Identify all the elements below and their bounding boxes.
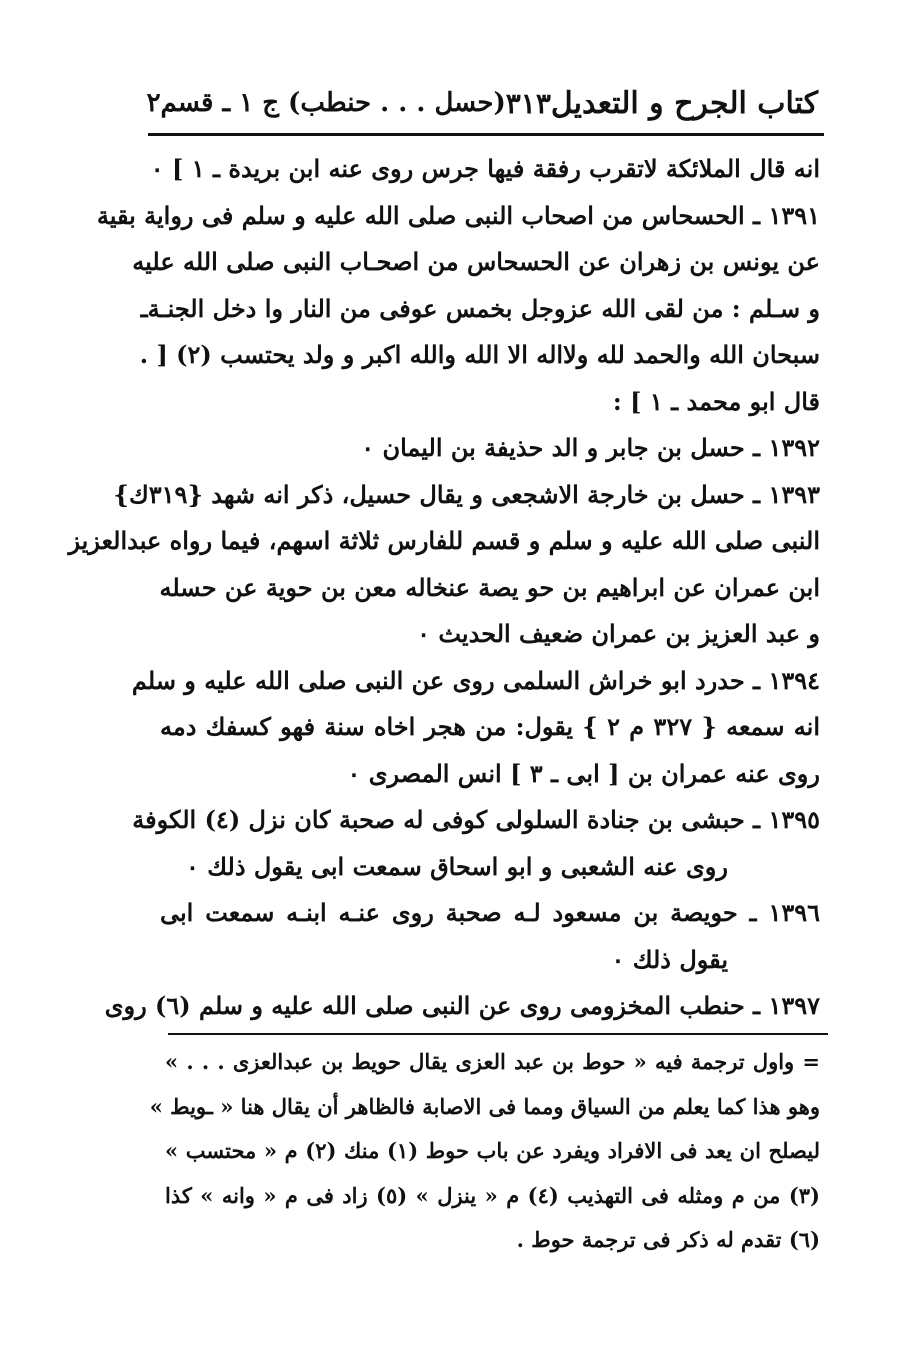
book-title: كتاب الجرح و التعديل bbox=[550, 85, 818, 121]
text-line: و سـلم : من لقى الله عزوجل بخمس عوفى من النار وا دخل الجنـةـ bbox=[140, 293, 820, 323]
text-line: قال ابو محمد ـ ١ ] : bbox=[612, 386, 820, 416]
main-text bbox=[68, 146, 821, 1030]
text-line: ١٣٩٤ ـ حدرد ابو خراش السلمى روى عن النبى صلى الله عليه و سلم bbox=[131, 665, 820, 695]
text-line: ١٣٩٣ ـ حسل بن خارجة الاشجعى و يقال حسيل، ذكر انه شهد {٣١٩ك} bbox=[113, 479, 820, 509]
footnote-line: (٣) من م ومثله فى التهذيب (٤) م « ينزل » (٥) زاد فى م « وانه » كذا bbox=[165, 1182, 820, 1208]
text-line: سبحان الله والحمد لله ولااله الا الله والله اكبر و ولد يحتسب (٢) [ . bbox=[139, 340, 820, 369]
text-line: النبى صلى الله عليه و سلم و قسم للفارس ثلاثة اسهم، فيما رواه عبدالعزيز bbox=[68, 526, 820, 555]
text-line: ابن عمران عن ابراهيم بن حو يصة عنخاله معن بن حوية عن حسله bbox=[159, 572, 820, 602]
text-line: انه قال الملائكة لاتقرب رفقة فيها جرس روى عنه ابن بريدة ـ ١ ] ٠ bbox=[150, 154, 820, 183]
footnotes bbox=[149, 1040, 820, 1263]
footnote-line: ليصلح ان يعد فى الافراد ويفرد عن باب حوط (١) منك (٢) م « محتسب » bbox=[165, 1138, 820, 1163]
text-line: روى عنه عمران بن [ ابى ـ ٣ ] انس المصرى ٠ bbox=[347, 758, 820, 788]
text-line: ١٣٩٢ ـ حسل بن جابر و الد حذيفة بن اليمان ٠ bbox=[361, 433, 820, 462]
text-line: ١٣٩٦ ـ حويصة بن مسعود لـه صحبة روى عنـه ابنـه سمعت ابى bbox=[160, 898, 821, 927]
running-header bbox=[146, 78, 818, 128]
page-number: ٣١٣ bbox=[505, 86, 551, 120]
footnote-line: (٦) تقدم له ذكر فى ترجمة حوط . bbox=[516, 1227, 820, 1252]
header-divider bbox=[148, 133, 824, 136]
text-line: انه سمعه { ٣٢٧ م ٢ } يقول: من هجر اخاه سنة فهو كسفك دمه bbox=[160, 712, 820, 741]
footnote-line: وهو هذا كما يعلم من السياق ومما فى الاصابة فالظاهر أن يقال هنا « ـويط » bbox=[149, 1093, 820, 1119]
text-line: عن يونس بن زهران عن الحسحاس من اصحـاب النبى صلى الله عليه bbox=[132, 247, 820, 276]
text-line: و عبد العزيز بن عمران ضعيف الحديث ٠ bbox=[417, 619, 820, 648]
footnote-divider bbox=[168, 1033, 828, 1035]
text-line: روى عنه الشعبى و ابو اسحاق سمعت ابى يقول ذلك ٠ bbox=[186, 851, 728, 881]
text-line: ١٣٩٥ ـ حبشى بن جنادة السلولى كوفى له صحبة كان نزل (٤) الكوفة bbox=[132, 805, 820, 834]
text-line: ١٣٩٧ ـ حنطب المخزومى روى عن النبى صلى الله عليه و سلم (٦) روى bbox=[104, 991, 820, 1020]
text-line: ١٣٩١ ـ الحسحاس من اصحاب النبى صلى الله عليه و سلم فى رواية بقية bbox=[96, 200, 820, 230]
section-range: (حسل . . . حنطب) ج ١ ـ قسم٢ bbox=[146, 88, 506, 118]
footnote-line: = واول ترجمة فيه « حوط بن عبد العزى يقال حويط بن عبدالعزى . . . » bbox=[165, 1049, 820, 1074]
text-line: يقول ذلك ٠ bbox=[611, 944, 728, 974]
